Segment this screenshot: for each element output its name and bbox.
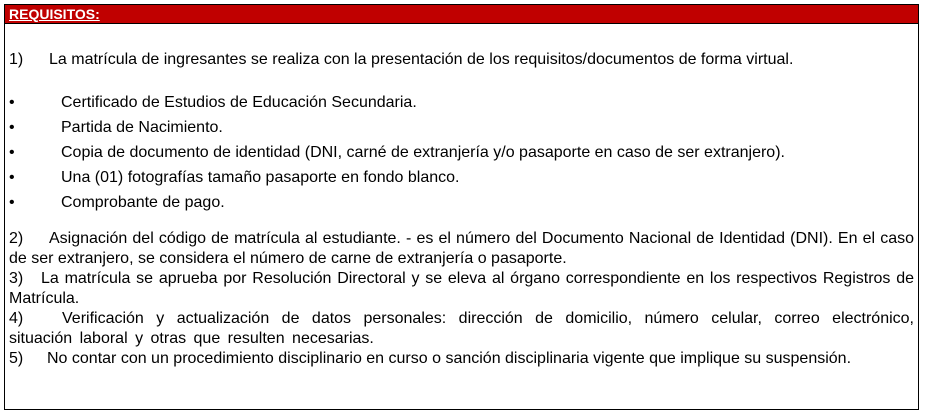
step-text: La matrícula se aprueba por Resolución Directoral y se eleva al órgano correspondiente en los respectivos Registros de Matrícula. [9, 270, 914, 307]
list-item [9, 165, 914, 190]
bullet-icon: • [9, 193, 15, 211]
list-item-text: Comprobante de pago. [61, 193, 225, 211]
bullet-icon: • [9, 143, 15, 161]
step-1 [9, 50, 914, 70]
list-item-text: Certificado de Estudios de Educación Secundaria. [61, 93, 417, 111]
list-item-text: Partida de Nacimiento. [61, 118, 223, 136]
bullet-icon: • [9, 168, 15, 186]
step-number: 3) [9, 270, 24, 287]
step-text: No contar con un procedimiento disciplinario en curso o sanción disciplinaria vigente que implique su suspensión. [47, 350, 852, 367]
bullet-icon: • [9, 93, 15, 111]
list-item-text: Una (01) fotografías tamaño pasaporte en fondo blanco. [61, 168, 460, 186]
step-5 [9, 349, 914, 369]
step-text: Verificación y actualización de datos personales: dirección de domicilio, número celular, correo electrónico, situación laboral y otras que resulten necesarias. [9, 310, 914, 347]
bullet-icon: • [9, 118, 15, 136]
list-item-text: Copia de documento de identidad (DNI, carné de extranjería y/o pasaporte en caso de ser extranjero). [61, 143, 785, 161]
step-number: 2) [9, 230, 24, 247]
step-number: 1) [9, 51, 24, 68]
step-4 [9, 309, 914, 349]
step-2 [9, 229, 914, 269]
step-number: 4) [9, 310, 24, 327]
step-3 [9, 269, 914, 309]
document-list [9, 90, 914, 215]
step-text: La matrícula de ingresantes se realiza con la presentación de los requisitos/documentos de forma virtual. [49, 51, 794, 68]
numbered-steps [9, 229, 914, 369]
step-text: Asignación del código de matrícula al estudiante. - es el número del Documento Nacional de Identidad (DNI). En el caso de ser extranjero, se considera el número de carne de extranjería o pasaporte. [9, 230, 914, 267]
section-header: REQUISITOS: [5, 5, 918, 24]
list-item [9, 115, 914, 140]
step-number: 5) [9, 350, 24, 367]
list-item [9, 140, 914, 165]
list-item [9, 90, 914, 115]
list-item [9, 190, 914, 215]
requirements-content [5, 50, 918, 369]
requirements-box [4, 4, 919, 410]
